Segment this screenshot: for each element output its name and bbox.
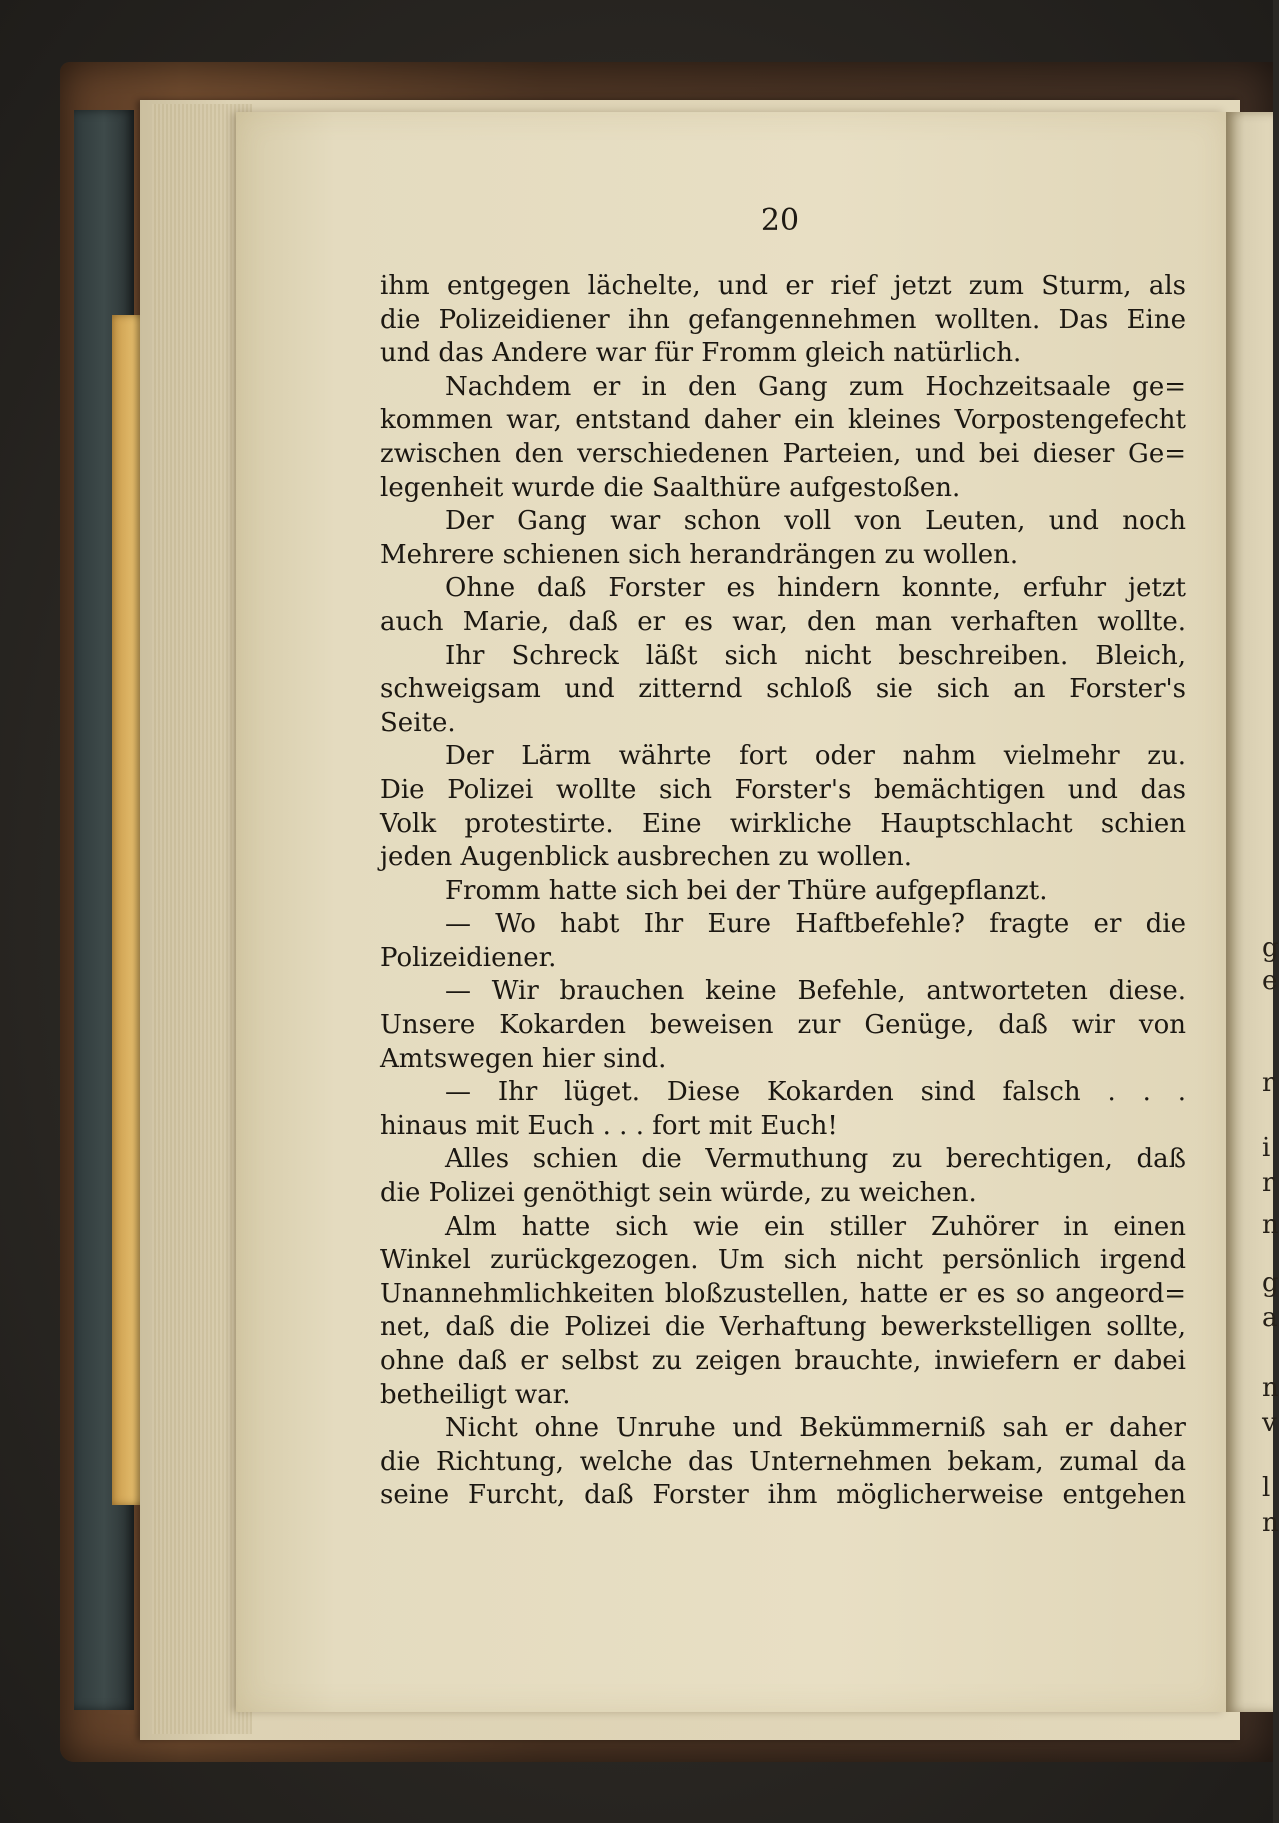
facing-page-glyph: r	[1262, 1068, 1275, 1098]
text-line: schweigsam und zitternd schloß sie sich an Forster's	[380, 674, 1186, 705]
text-line: Alm hatte sich wie ein stiller Zuhörer in einen	[445, 1211, 1186, 1242]
facing-page-glyph: v	[1262, 1408, 1277, 1438]
text-line: die Richtung, welche das Unternehmen bekam, zumal da	[380, 1446, 1186, 1477]
text-line: net, daß die Polizei die Verhaftung bewerkstelligen sollte,	[380, 1312, 1186, 1343]
text-line: Amtswegen hier sind.	[380, 1043, 667, 1074]
page-number: 20	[760, 203, 800, 238]
text-line: Nicht ohne Unruhe und Bekümmerniß sah er daher	[445, 1413, 1186, 1444]
text-line: jeden Augenblick ausbrechen zu wollen.	[380, 842, 913, 873]
text-line: Mehrere schienen sich herandrängen zu wollen.	[380, 539, 1019, 570]
text-line: die Polizeidiener ihn gefangennehmen wollten. Das Eine	[380, 304, 1186, 335]
facing-page-glyph: r	[1262, 1168, 1275, 1198]
text-line: Die Polizei wollte sich Forster's bemächtigen und das	[380, 774, 1186, 805]
text-line: — Ihr lüget. Diese Kokarden sind falsch . . .	[445, 1077, 1186, 1108]
text-line: hinaus mit Euch . . . fort mit Euch!	[380, 1110, 838, 1141]
text-line: Nachdem er in den Gang zum Hochzeitsaale ge=	[445, 371, 1186, 402]
text-line: Unsere Kokarden beweisen zur Genüge, daß wir von	[380, 1010, 1186, 1041]
text-line: ihm entgegen lächelte, und er rief jetzt zum Sturm, als	[380, 271, 1186, 301]
text-line: Fromm hatte sich bei der Thüre aufgepflanzt.	[445, 875, 1048, 906]
facing-page-glyph: n	[1262, 1210, 1279, 1240]
facing-page-glyph: n	[1262, 1373, 1279, 1403]
text-line: und das Andere war für Fromm gleich natürlich.	[380, 338, 1022, 369]
text-line: Ihr Schreck läßt sich nicht beschreiben. Bleich,	[445, 640, 1186, 671]
text-line: seine Furcht, daß Forster ihm möglicherweise entgehen	[380, 1480, 1186, 1511]
page-body-text	[380, 270, 1186, 1513]
text-line: Winkel zurückgezogen. Um sich nicht persönlich irgend	[380, 1245, 1186, 1276]
text-line: die Polizei genöthigt sein würde, zu weichen.	[380, 1178, 977, 1209]
text-line: ohne daß er selbst zu zeigen brauchte, inwiefern er dabei	[380, 1346, 1186, 1376]
text-line: — Wo habt Ihr Eure Haftbefehle? fragte er die	[445, 909, 1186, 940]
text-line: auch Marie, daß er es war, den man verhaften wollte.	[380, 606, 1186, 637]
facing-page-glyph: n	[1262, 1508, 1279, 1538]
facing-page-glyph: l	[1262, 1473, 1271, 1503]
text-line: Ohne daß Forster es hindern konnte, erfuhr jetzt	[445, 573, 1186, 604]
facing-page-edge	[1226, 112, 1273, 1712]
facing-page-glyph: g	[1262, 933, 1279, 963]
text-line: Seite.	[380, 707, 456, 738]
text-line: Der Lärm währte fort oder nahm vielmehr zu.	[445, 741, 1186, 772]
text-line: legenheit wurde die Saalthüre aufgestoßen.	[380, 472, 961, 503]
text-line: Unannehmlichkeiten bloßzustellen, hatte er es so angeord=	[380, 1278, 1186, 1309]
text-line: — Wir brauchen keine Befehle, antworteten diese.	[445, 976, 1186, 1007]
facing-page-glyph: i	[1262, 1133, 1271, 1163]
facing-page-glyph: a	[1262, 1303, 1278, 1333]
text-line: Polizeidiener.	[380, 942, 557, 973]
text-line: zwischen den verschiedenen Parteien, und bei dieser Ge=	[380, 438, 1186, 469]
text-line: Volk protestirte. Eine wirkliche Hauptschlacht schien	[380, 808, 1186, 839]
text-line: betheiligt war.	[380, 1379, 571, 1410]
text-line: kommen war, entstand daher ein kleines Vorpostengefecht	[380, 405, 1186, 436]
facing-page-glyph: e	[1262, 966, 1278, 996]
text-line: Der Gang war schon voll von Leuten, und noch	[445, 506, 1186, 537]
text-line: Alles schien die Vermuthung zu berechtigen, daß	[445, 1144, 1186, 1175]
facing-page-glyph: g	[1262, 1268, 1279, 1298]
